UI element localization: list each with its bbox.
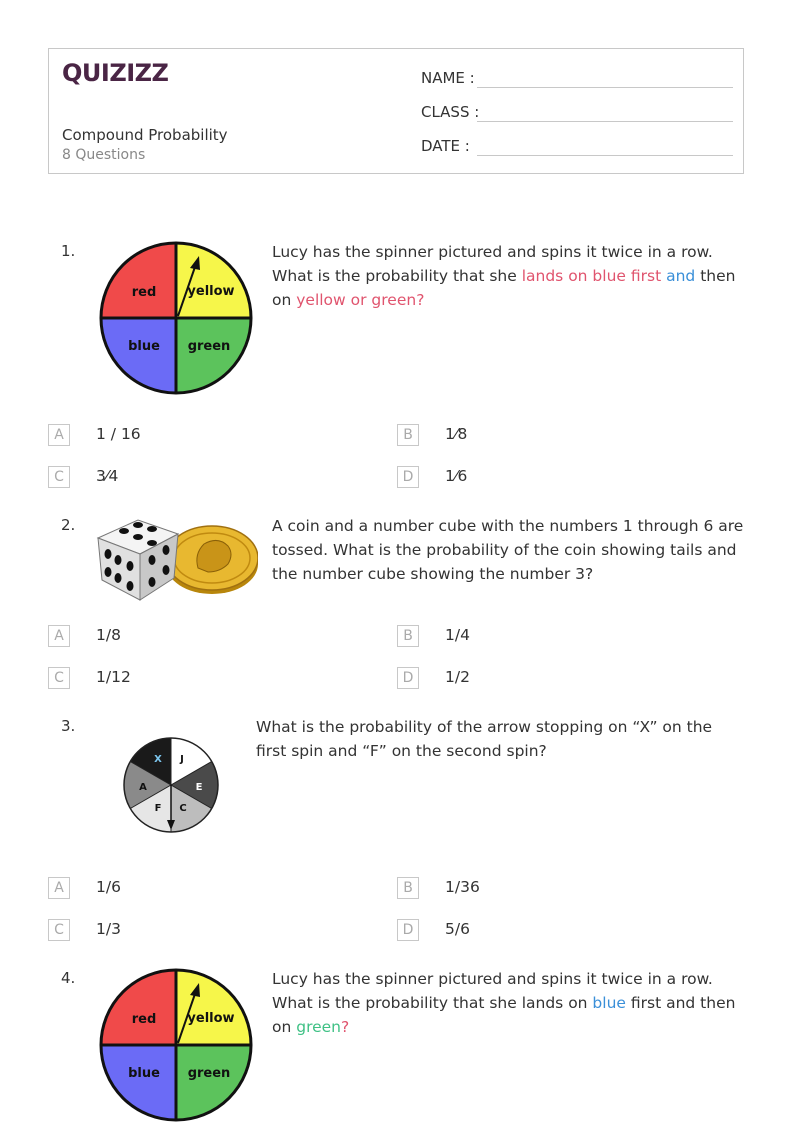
option-d-box[interactable]: D (397, 919, 419, 941)
four-color-spinner-image (98, 967, 254, 1123)
spinner-label-a: A (139, 782, 147, 793)
date-line (477, 155, 733, 156)
option-c-box[interactable]: C (48, 919, 70, 941)
option-b-box[interactable]: B (397, 625, 419, 647)
spinner-label-yellow: yellow (187, 1011, 235, 1026)
question-number: 2. (61, 516, 76, 534)
option-d-text: 5/6 (445, 920, 470, 938)
question-number: 4. (61, 969, 76, 987)
class-line (477, 121, 733, 122)
option-c-text: 1/12 (96, 668, 131, 686)
option-d-box[interactable]: D (397, 466, 419, 488)
option-c-box[interactable]: C (48, 667, 70, 689)
option-a-text: 1/6 (96, 878, 121, 896)
option-c-box[interactable]: C (48, 466, 70, 488)
quizizz-logo: QUIZIZZ (62, 59, 169, 87)
option-c-text: 1/3 (96, 920, 121, 938)
name-line (477, 87, 733, 88)
spinner-label-red: red (131, 1012, 157, 1027)
name-label: NAME : (421, 69, 475, 87)
spinner-label-blue: blue (128, 1066, 160, 1081)
name-field[interactable] (421, 69, 475, 87)
worksheet-title: Compound Probability (62, 126, 228, 144)
class-field[interactable] (421, 103, 479, 121)
question-number: 1. (61, 242, 76, 260)
option-c-text: 3⁄4 (96, 467, 119, 485)
spinner-label-red: red (131, 285, 157, 300)
question-text: Lucy has the spinner pictured and spins it twice in a row. What is the probability that she lands on blue first and then on yellow or green? (272, 243, 736, 309)
dice-and-coin-image (94, 514, 258, 602)
spinner-label-j: J (180, 754, 184, 765)
six-section-spinner-image (122, 736, 220, 834)
option-d-box[interactable]: D (397, 667, 419, 689)
spinner-label-f: F (154, 803, 162, 814)
option-b-box[interactable]: B (397, 424, 419, 446)
spinner-label-green: green (187, 1066, 231, 1081)
spinner-label-e: E (195, 782, 203, 793)
date-field[interactable] (421, 137, 470, 155)
option-a-box[interactable]: A (48, 424, 70, 446)
question-text: A coin and a number cube with the numbers 1 through 6 are tossed. What is the probability of the coin showing tails and the number cube showing the number 3? (272, 517, 744, 583)
question-text: Lucy has the spinner pictured and spins it twice in a row. What is the probability that she lands on blue first and then on green? (272, 970, 736, 1036)
spinner-label-yellow: yellow (187, 284, 235, 299)
worksheet-header (48, 48, 744, 174)
question-number: 3. (61, 717, 76, 735)
option-a-box[interactable]: A (48, 877, 70, 899)
option-b-text: 1/4 (445, 626, 470, 644)
spinner-label-x: X (154, 754, 162, 765)
option-a-text: 1 / 16 (96, 425, 141, 443)
question-text: What is the probability of the arrow stopping on “X” on the first spin and “F” on the second spin? (256, 718, 713, 760)
spinner-label-blue: blue (128, 339, 160, 354)
option-a-box[interactable]: A (48, 625, 70, 647)
option-b-text: 1⁄8 (445, 425, 468, 443)
option-b-box[interactable]: B (397, 877, 419, 899)
spinner-label-c: C (179, 803, 187, 814)
class-label: CLASS : (421, 103, 480, 121)
date-label: DATE : (421, 137, 470, 155)
option-d-text: 1/2 (445, 668, 470, 686)
spinner-label-green: green (187, 339, 231, 354)
option-a-text: 1/8 (96, 626, 121, 644)
option-d-text: 1⁄6 (445, 467, 468, 485)
four-color-spinner-image (98, 240, 254, 396)
question-count: 8 Questions (62, 147, 146, 163)
option-b-text: 1/36 (445, 878, 480, 896)
